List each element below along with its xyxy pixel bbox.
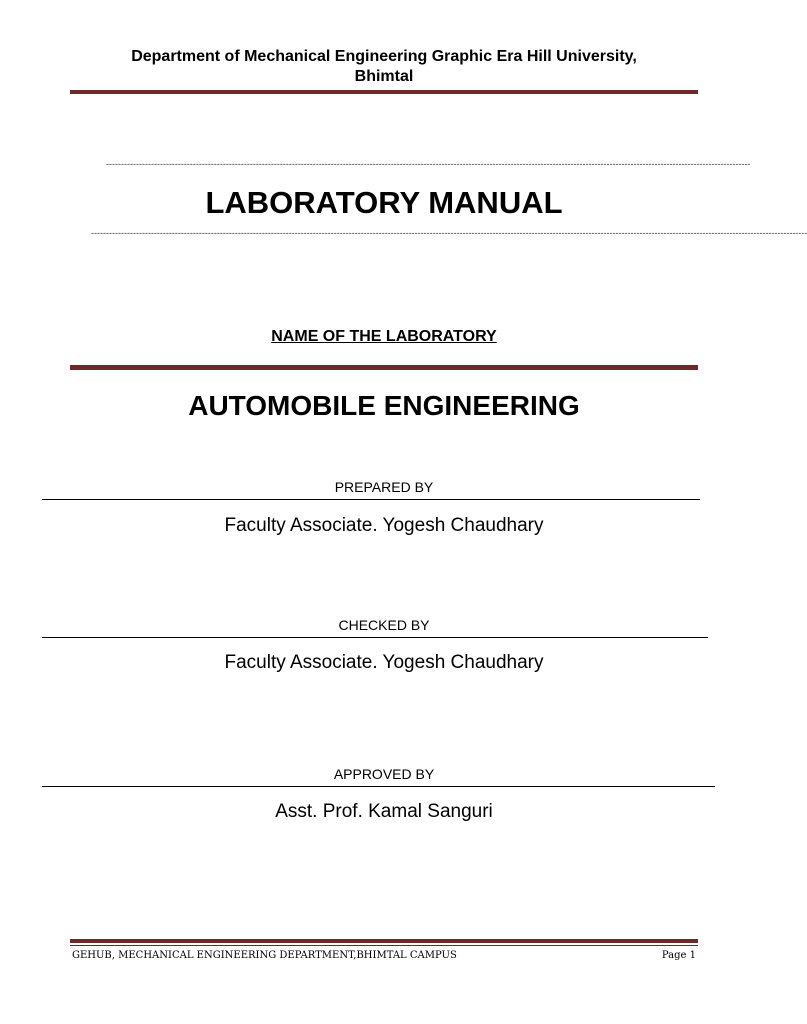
laboratory-label: NAME OF THE LABORATORY	[271, 328, 497, 345]
header-line-2: Bhimtal	[354, 68, 414, 85]
approved-by-label: APPROVED BY	[333, 766, 435, 782]
footer-rule-thin	[70, 945, 698, 946]
prepared-by-label: PREPARED BY	[334, 479, 434, 495]
footer-department: GEHUB, MECHANICAL ENGINEERING DEPARTMENT,BHIMTAL CAMPUS	[72, 950, 457, 961]
footer-page-number: Page 1	[661, 950, 696, 961]
header-rule	[70, 90, 698, 94]
title-dashes-top: -----------------------------------------------------------------------------------------------------------------------------------------------------------------------------------------------------------------------	[106, 159, 751, 169]
footer-rule-thick	[70, 939, 698, 943]
approved-by-name: Asst. Prof. Kamal Sanguri	[275, 801, 493, 822]
document-header	[0, 47, 768, 87]
laboratory-name: AUTOMOBILE ENGINEERING	[188, 390, 580, 421]
checked-by-rule	[42, 637, 708, 638]
prepared-by-name: Faculty Associate. Yogesh Chaudhary	[224, 515, 544, 536]
checked-by-name: Faculty Associate. Yogesh Chaudhary	[224, 652, 544, 673]
header-line-1: Department of Mechanical Engineering Graphic Era Hill University,	[131, 48, 637, 65]
title-dashes-bottom: -----------------------------------------------------------------------------------------------------------------------------------------------------------------------------------------------------------------------------------------------	[91, 228, 807, 238]
page-title: LABORATORY MANUAL	[205, 185, 563, 220]
approved-by-rule	[42, 786, 715, 787]
prepared-by-rule	[42, 499, 700, 500]
laboratory-rule	[70, 365, 698, 370]
checked-by-label: CHECKED BY	[338, 617, 430, 633]
